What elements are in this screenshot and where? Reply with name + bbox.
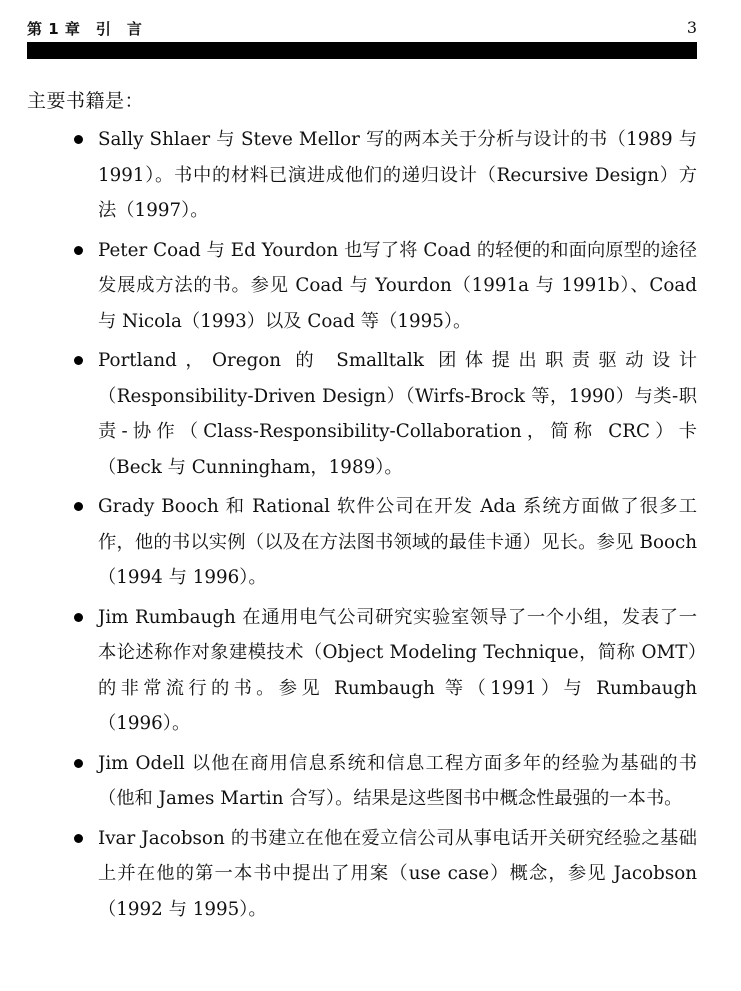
list-item: [27, 600, 697, 742]
list-item-text: Sally Shlaer 与 Steve Mellor 写的两本关于分析与设计的书（1989 与 1991）。书中的材料已演进成他们的递归设计（Recursive Design）方法（1997）。: [98, 129, 697, 221]
intro-line: 主要书籍是：: [27, 90, 145, 112]
list-item: [27, 821, 697, 928]
list-item: [27, 233, 697, 340]
list-item-text: Peter Coad 与 Ed Yourdon 也写了将 Coad 的轻便的和面向原型的途径发展成方法的书。参见 Coad 与 Yourdon（1991a 与 1991b）、Coad 与 Nicola（1993）以及 Coad 等（1995）。: [98, 239, 697, 332]
list-item: [27, 489, 697, 596]
page-number: 3: [686, 18, 697, 37]
list-item-text: Grady Booch 和 Rational 软件公司在开发 Ada 系统方面做了很多工作，他的书以实例（以及在方法图书领域的最佳卡通）见长。参见 Booch（1994 与 1996）。: [98, 496, 697, 588]
bullet-icon: [74, 613, 83, 622]
bullet-icon: [74, 834, 83, 843]
page-body: [27, 84, 697, 931]
header-rule: [27, 42, 697, 59]
list-item-text: Jim Odell 以他在商用信息系统和信息工程方面多年的经验为基础的书（他和 James Martin 合写）。结果是这些图书中概念性最强的一本书。: [98, 752, 697, 809]
list-item: [27, 746, 697, 817]
list-item-text: Ivar Jacobson 的书建立在他在爱立信公司从事电话开关研究经验之基础上并在他的第一本书中提出了用案（use case）概念，参见 Jacobson（1992 与 1995）。: [98, 827, 697, 920]
bullet-icon: [74, 356, 83, 365]
bullet-icon: [74, 246, 83, 255]
bullet-icon: [74, 135, 83, 144]
running-header: [27, 14, 697, 40]
list-item-text: Jim Rumbaugh 在通用电气公司研究实验室领导了一个小组，发表了一本论述称作对象建模技术（Object Modeling Technique，简称 OMT）的非常流行的书。参见 Rumbaugh 等（1991）与 Rumbaugh（1996）。: [98, 606, 697, 734]
bullet-icon: [74, 759, 83, 768]
list-item: [27, 343, 697, 485]
list-item-text: Portland，Oregon 的 Smalltalk 团体提出职责驱动设计（Responsibility-Driven Design）（Wirfs-Brock 等，1990）与类-职责-协作（Class-Responsibility-Collaboration，简称 CRC）卡（Beck 与 Cunningham，1989）。: [98, 350, 697, 478]
chapter-title: 第 1 章 引 言: [27, 20, 143, 38]
book-list: [27, 122, 697, 927]
list-item: [27, 122, 697, 229]
bullet-icon: [74, 502, 83, 511]
